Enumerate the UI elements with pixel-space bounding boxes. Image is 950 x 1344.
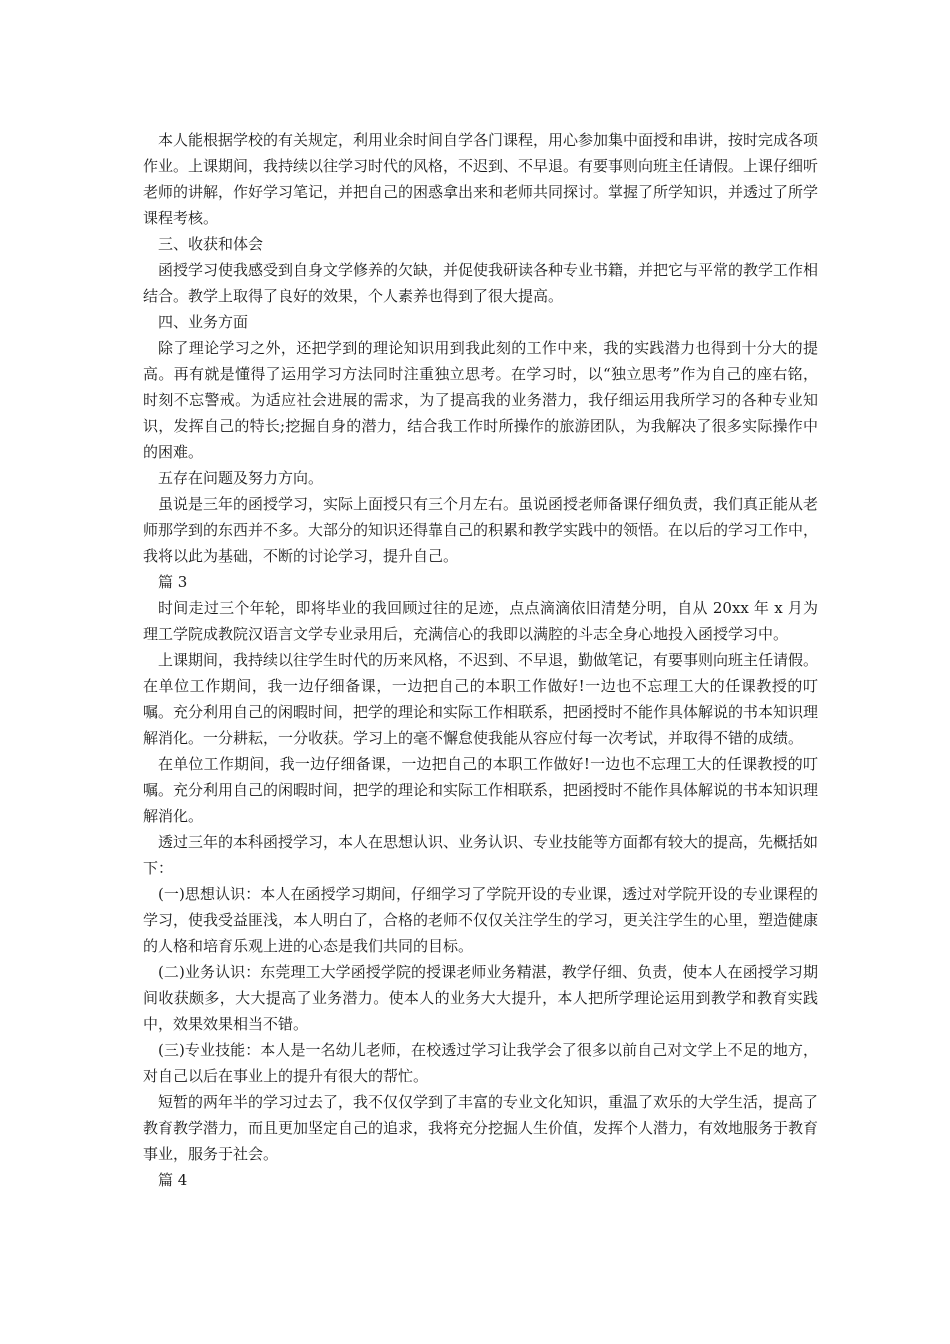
section-heading-business: 四、业务方面 <box>158 313 249 331</box>
paragraph-business: 除了理论学习之外，还把学到的理论知识用到我此刻的工作中来，我的实践潜力也得到十分大的提高。再有就是懂得了运用学习方法同时注重独立思考。在学习时，以“独立思考”作为自己的座右铭，时刻不忘警戒。为适应社会进展的需求，为了提高我的业务潜力，我仔细运用我所学习的各种专业知识，发挥自己的特长;挖掘自身的潜力，结合我工作时所操作的旅游团队，为我解决了很多实际操作中的困难。 <box>143 339 818 461</box>
article-heading-3: 篇 3 <box>158 573 188 591</box>
paragraph-business-knowledge: (二)业务认识：东莞理工大学函授学院的授课老师业务精湛，教学仔细、负责，使本人在函授学习期间收获颇多，大大提高了业务潜力。使本人的业务大大提升，本人把所学理论运用到教学和教育实践中，效果效果相当不错。 <box>143 963 818 1033</box>
section-heading-gains: 三、收获和体会 <box>158 235 264 253</box>
paragraph-gains: 函授学习使我感受到自身文学修养的欠缺，并促使我研读各种专业书籍，并把它与平常的教学工作相结合。教学上取得了良好的效果，个人素养也得到了很大提高。 <box>143 261 819 305</box>
paragraph-professional-skill: (三)专业技能：本人是一名幼儿老师，在校透过学习让我学会了很多以前自己对文学上不足的地方，对自己以后在事业上的提升有很大的帮忙。 <box>143 1041 818 1085</box>
paragraph-thought: (一)思想认识：本人在函授学习期间，仔细学习了学院开设的专业课，透过对学院开设的专业课程的学习，使我受益匪浅，本人明白了，合格的老师不仅仅关注学生的学习，更关注学生的心里，塑造健康的人格和培育乐观上进的心态是我们共同的目标。 <box>143 885 819 955</box>
paragraph-work-period: 在单位工作期间，我一边仔细备课，一边把自己的本职工作做好!一边也不忘理工大的任课教授的叮嘱。充分利用自己的闲暇时间，把学的理论和实际工作相联系，把函授时不能作具体解说的书本知识理解消化。 <box>143 755 819 825</box>
paragraph-review: 时间走过三个年轮，即将毕业的我回顾过往的足迹，点点滴滴依旧清楚分明，自从 20xx 年 x 月为理工学院成教院汉语言文学专业录用后，充满信心的我即以满腔的斗志全身心地投入函授学习中。 <box>143 599 818 643</box>
section-heading-problems: 五存在问题及努力方向。 <box>158 469 324 487</box>
paragraph-summary-intro: 透过三年的本科函授学习，本人在思想认识、业务认识、专业技能等方面都有较大的提高，先概括如下： <box>143 833 819 877</box>
document-body <box>143 127 818 1193</box>
paragraph-conclusion: 短暂的两年半的学习过去了，我不仅仅学到了丰富的专业文化知识，重温了欢乐的大学生活，提高了教育教学潜力，而且更加坚定自己的追求，我将充分挖掘人生价值，发挥个人潜力，有效地服务于教育事业，服务于社会。 <box>143 1093 819 1163</box>
paragraph-problems: 虽说是三年的函授学习，实际上面授只有三个月左右。虽说函授老师备课仔细负责，我们真正能从老师那学到的东西并不多。大部分的知识还得靠自己的积累和教学实践中的领悟。在以后的学习工作中，我将以此为基础，不断的讨论学习，提升自己。 <box>143 495 819 565</box>
article-heading-4: 篇 4 <box>158 1171 188 1189</box>
paragraph-class-period: 上课期间，我持续以往学生时代的历来风格，不迟到、不早退，勤做笔记，有要事则向班主任请假。在单位工作期间，我一边仔细备课，一边把自己的本职工作做好!一边也不忘理工大的任课教授的叮嘱。充分利用自己的闲暇时间，把学的理论和实际工作相联系，把函授时不能作具体解说的书本知识理解消化。一分耕耘，一分收获。学习上的毫不懈怠使我能从容应付每一次考试，并取得不错的成绩。 <box>143 651 819 747</box>
paragraph-study-attitude: 本人能根据学校的有关规定，利用业余时间自学各门课程，用心参加集中面授和串讲，按时完成各项作业。上课期间，我持续以往学习时代的风格，不迟到、不早退。有要事则向班主任请假。上课仔细听老师的讲解，作好学习笔记，并把自己的困惑拿出来和老师共同探讨。掌握了所学知识，并透过了所学课程考核。 <box>143 131 819 227</box>
